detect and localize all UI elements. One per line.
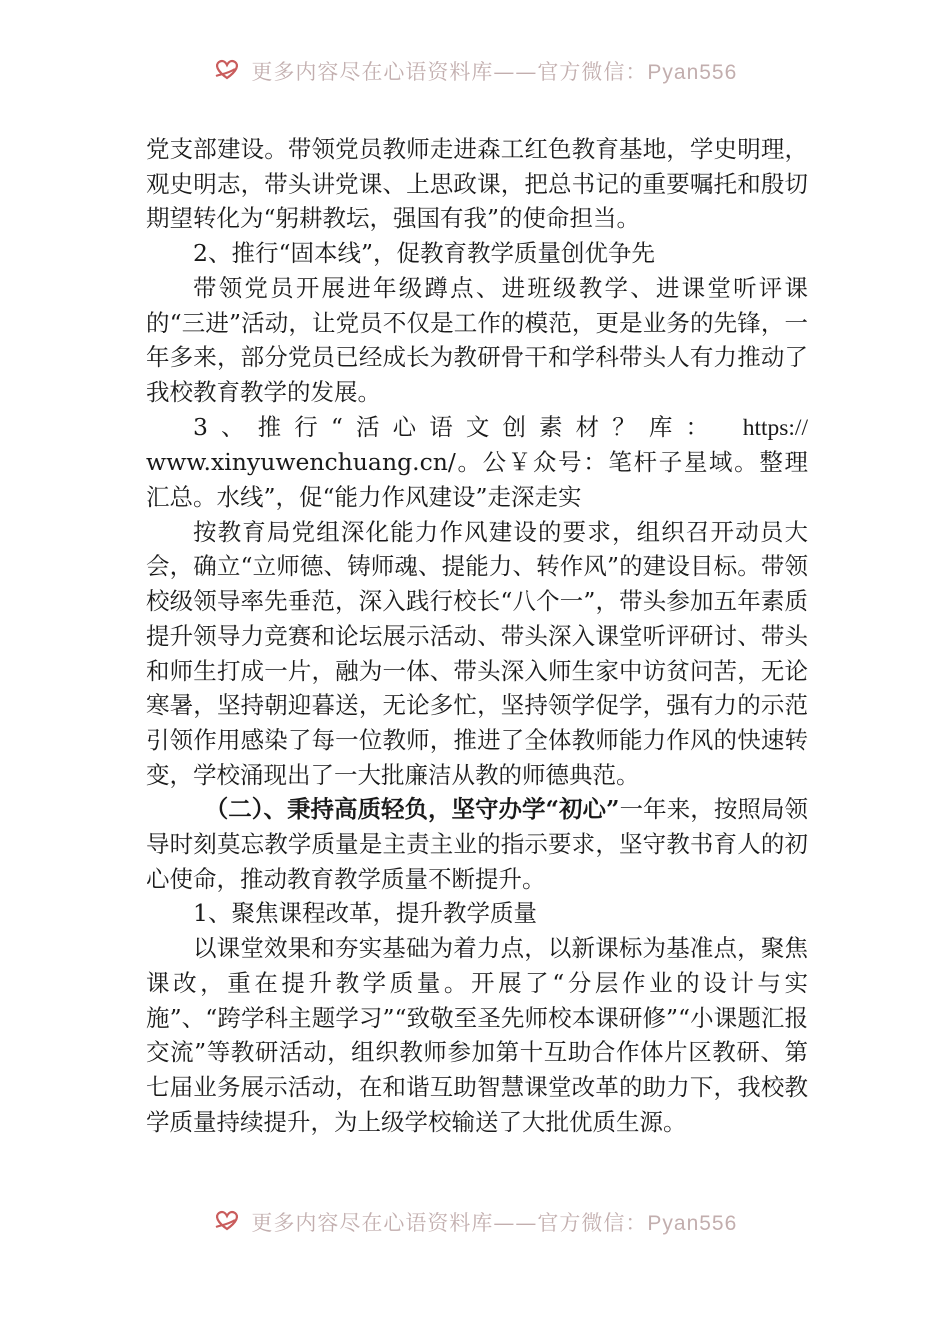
document-body xyxy=(146,132,808,1139)
paragraph-section-two xyxy=(146,792,808,896)
watermark-text: 更多内容尽在心语资料库——官方微信：Pyan556 xyxy=(251,60,738,84)
footer-watermark xyxy=(0,1207,950,1237)
header-watermark xyxy=(0,56,950,86)
paragraph-website-line: www.xinyuwenchuang.cn/。公￥众号：笔杆子星域。整理汇总。水线”，促“能力作风建设”走深走实 xyxy=(146,448,808,512)
section-two-heading: （二）、秉持高质轻负，坚守办学“初心” xyxy=(204,795,620,824)
section-two-body: 一年来，按照局领导时刻莫忘教学质量是主责主业的指示要求，坚守教书育人的初心使命，推动教育教学质量不断提升。 xyxy=(146,795,808,893)
paragraph-curriculum-reform: 以课堂效果和夯实基础为着力点，以新课标为基准点，聚焦课改，重在提升教学质量。开展了“分层作业的设计与实施”、“跨学科主题学习”“致敬至圣先师校本课研修”“小课题汇报交流”等教研活动，组织教师参加第十互助合作体片区教研、第七届业务展示活动，在和谐互助智慧课堂改革的助力下，我校教学质量持续提升，为上级学校输送了大批优质生源。 xyxy=(146,934,808,1136)
watermark-text: 更多内容尽在心语资料库——官方微信：Pyan556 xyxy=(251,1211,738,1235)
paragraph-ability-style: 按教育局党组深化能力作风建设的要求，组织召开动员大会，确立“立师德、铸师魂、提能力、转作风”的建设目标。带领校级领导率先垂范，深入践行校长“八个一”，带头参加五年素质提升领导力竞赛和论坛展示活动、带头深入课堂听评研讨、带头和师生打成一片，融为一体、带头深入师生家中访贫问苦，无论寒暑，坚持朝迎暮送，无论多忙，坚持领学促学，强有力的示范引领作用感染了每一位教师，推进了全体教师能力作风的快速转变，学校涌现出了一大批廉洁从教的师德典范。 xyxy=(146,517,808,789)
heading-gubenxian: 2、推行“固本线”，促教育教学质量创优争先 xyxy=(193,239,655,268)
paragraph-party-building: 党支部建设。带领党员教师走进森工红色教育基地，学史明理，观史明志，带头讲党课、上思政课，把总书记的重要嘱托和殷切期望转化为“躬耕教坛，强国有我”的使命担当。 xyxy=(146,135,808,233)
paragraph-sanjin: 带领党员开展进年级蹲点、进班级教学、进课堂听评课的“三进”活动，让党员不仅是工作的模范，更是业务的先锋，一年多来，部分党员已经成长为教研骨干和学科带头人有力推动了我校教育教学的发展。 xyxy=(146,273,808,406)
heart-logo-icon xyxy=(213,57,241,87)
heading-curriculum-reform: 1、聚焦课程改革，提升教学质量 xyxy=(193,899,537,928)
heart-logo-icon xyxy=(213,1208,241,1238)
heading-third-item: 3、推行“活心语文创素材？库： https:// xyxy=(193,412,808,441)
